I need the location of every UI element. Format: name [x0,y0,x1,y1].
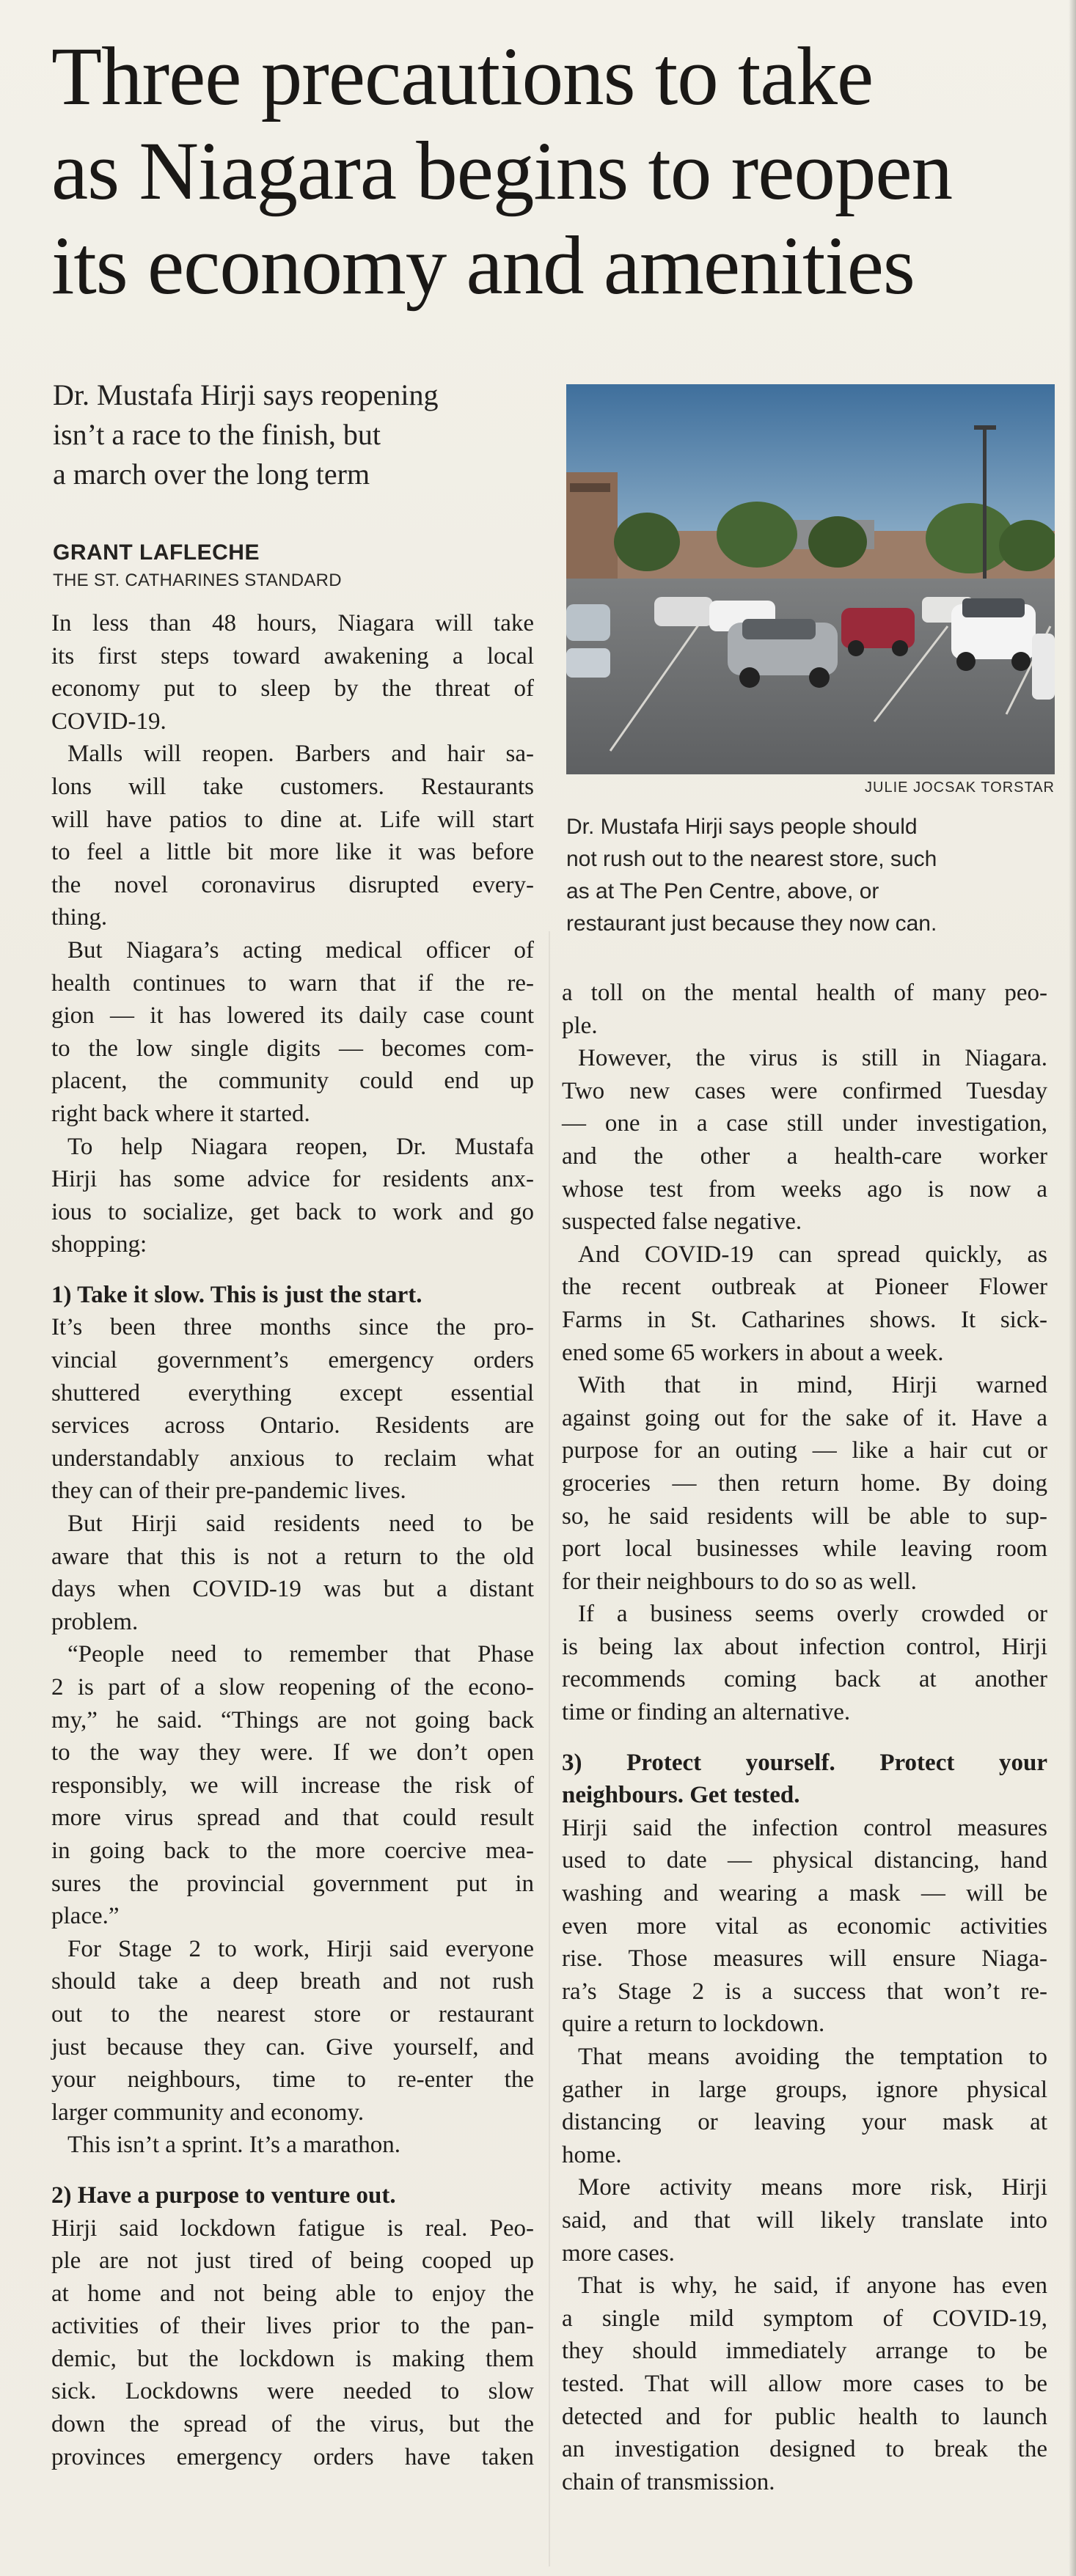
byline-author: GRANT LAFLECHE [53,540,260,565]
body-line: Hirji said lockdown fatigue is real. Peo- [51,2214,534,2242]
body-line: To help Niagara reopen, Dr. Mustafa [67,1133,534,1160]
body-line: If a business seems overly crowded or [578,1601,1047,1628]
body-line: That means avoiding the temptation to [578,2044,1047,2070]
body-line: down the spread of the virus, but the [51,2411,534,2438]
body-line: economy put to sleep by the threat of [51,675,534,702]
precaution-3-heading-cont: neighbours. Get tested. [562,1782,800,1809]
body-column-2 [562,977,1047,2498]
body-line: place.” [51,1903,120,1930]
caption-line: Dr. Mustafa Hirji says people should [566,815,918,839]
body-line: and the other a health-care worker [562,1142,1047,1170]
caption-line: as at The Pen Centre, above, or [566,879,879,903]
body-line: services across Ontario. Residents are [51,1412,534,1439]
body-line: It’s been three months since the pro- [51,1314,534,1341]
body-line: time or finding an alternative. [562,1699,851,1726]
body-line: In less than 48 hours, Niagara will take [51,610,534,636]
body-line: More activity means more risk, Hirji [578,2174,1047,2201]
body-line: groceries — then return home. By doing [562,1469,1047,1497]
body-line: “People need to remember that Phase [67,1641,534,1668]
photo-illustration [566,384,1055,774]
body-line: detected and for public health to launch [562,2403,1047,2430]
body-line: an investigation designed to break the [562,2436,1047,2463]
section-gap [51,1261,534,1279]
body-line: chain of transmission. [562,2468,775,2495]
body-line: should take a deep breath and not rush [51,1968,534,1995]
body-line: ened some 65 workers in about a week. [562,1339,944,1366]
body-line: activities of their lives prior to the pan- [51,2313,534,2340]
caption-line: not rush out to the nearest store, such [566,847,937,871]
body-line: recommends coming back at another [562,1666,1047,1693]
body-line: my,” he said. “Things are not going back [51,1706,534,1733]
body-line: responsibly, we will increase the risk of [51,1772,534,1799]
body-line: right back where it started. [51,1100,310,1127]
body-line: port local businesses while leaving room [562,1535,1047,1563]
body-line: quire a return to lockdown. [562,2011,825,2038]
body-line: For Stage 2 to work, Hirji said everyone [67,1935,534,1962]
body-line: they should immediately arrange to be [562,2338,1047,2365]
body-line: health continues to warn that if the re- [51,969,534,997]
body-line: days when COVID-19 was but a distant [51,1576,534,1603]
section-gap [562,1729,1047,1747]
body-line: gion — it has lowered its daily case count [51,1002,534,1030]
body-line: at home and not being able to enjoy the [51,2280,534,2307]
body-column-1 [51,607,534,2473]
photo-credit: JULIE JOCSAK TORSTAR [865,779,1055,796]
body-line: suspected false negative. [562,1208,802,1236]
body-line: used to date — physical distancing, hand [562,1847,1047,1874]
headline-line: its economy and amenities [51,220,915,312]
body-line: distancing or leaving your mask at [562,2109,1047,2136]
page-edge-shadow [1069,0,1076,2576]
precaution-1-heading: 1) Take it slow. This is just the start. [51,1281,422,1308]
precaution-2-heading: 2) Have a purpose to venture out. [51,2181,396,2209]
body-line: gather in large groups, ignore physical [562,2076,1047,2103]
body-line: 2 is part of a slow reopening of the econo- [51,1674,534,1700]
body-line: placent, the community could end up [51,1068,534,1095]
subheadline [53,375,552,494]
body-line: Hirji said the infection control measures [562,1814,1047,1841]
headline-line: Three precautions to take [51,31,874,122]
headline-line: as Niagara begins to reopen [51,125,953,217]
body-line: to the low single digits — becomes com- [51,1035,534,1062]
body-line: out to the nearest store or restaurant [51,2000,534,2028]
body-line: a single mild symptom of COVID-19, [562,2305,1047,2332]
body-line: demic, but the lockdown is making them [51,2345,534,2372]
deck-line: isn’t a race to the finish, but [53,418,381,451]
body-line: shopping: [51,1231,147,1258]
body-line: problem. [51,1608,139,1635]
body-line: provinces emergency orders have taken [51,2443,534,2470]
precaution-3-heading: 3) Protect yourself. Protect your [562,1749,1047,1776]
body-line: Malls will reopen. Barbers and hair sa- [67,741,534,768]
body-line: Farms in St. Catharines shows. It sick- [562,1306,1047,1333]
body-line: — one in a case still under investigation, [562,1110,1047,1137]
body-line: However, the virus is still in Niagara. [578,1045,1047,1072]
body-line: lons will take customers. Restaurants [51,773,534,800]
body-line: ple. [562,1012,598,1039]
body-line: ra’s Stage 2 is a success that won’t re- [562,1978,1047,2005]
body-line: tested. That will allow more cases to be [562,2370,1047,2397]
body-line: home. [562,2141,622,2168]
photo-caption [566,811,1055,940]
column-gutter [549,931,550,2566]
body-line: ious to socialize, get back to work and go [51,1198,534,1225]
body-line: in going back to the more coercive mea- [51,1837,534,1864]
body-line: a toll on the mental health of many peo- [562,980,1047,1006]
body-line: larger community and economy. [51,2099,365,2126]
body-line: shuttered everything except essential [51,1379,534,1406]
body-line: COVID-19. [51,708,166,735]
body-line: to the way they were. If we don’t open [51,1739,534,1766]
body-line: washing and wearing a mask — will be [562,1880,1047,1907]
body-line: Two new cases were confirmed Tuesday [562,1077,1047,1104]
body-line: more cases. [562,2239,675,2267]
body-line: sick. Lockdowns were needed to slow [51,2378,534,2405]
body-line: they can of their pre-pandemic lives. [51,1478,406,1505]
body-line: And COVID-19 can spread quickly, as [578,1241,1047,1268]
body-line: Hirji has some advice for residents anx- [51,1166,534,1193]
body-line: ple are not just tired of being cooped up [51,2247,534,2275]
body-line: to feel a little bit more like it was before [51,839,534,866]
body-line: for their neighbours to do so as well. [562,1568,917,1595]
body-line: But Hirji said residents need to be [67,1511,534,1538]
body-line: understandably anxious to reclaim what [51,1445,534,1472]
body-line: said, and that will likely translate into [562,2206,1047,2234]
caption-line: restaurant just because they now can. [566,911,937,936]
deck-line: a march over the long term [53,458,370,491]
body-line: With that in mind, Hirji warned [578,1372,1047,1399]
body-line: vincial government’s emergency orders [51,1347,534,1374]
body-line: sures the provincial government put in [51,1870,534,1897]
body-line: against going out for the sake of it. Have a [562,1404,1047,1431]
body-line: more virus spread and that could result [51,1805,534,1832]
body-line: thing. [51,904,108,931]
body-line: whose test from weeks ago is now a [562,1175,1047,1203]
body-line: aware that this is not a return to the old [51,1543,534,1570]
body-line: This isn’t a sprint. It’s a marathon. [67,2132,400,2159]
body-line: its first steps toward awakening a local [51,642,534,669]
body-line: is being lax about infection control, Hirji [562,1633,1047,1660]
body-line: That is why, he said, if anyone has even [578,2272,1047,2300]
byline-publication: THE ST. CATHARINES STANDARD [53,570,342,590]
body-line: will have patios to dine at. Life will start [51,806,534,833]
deck-line: Dr. Mustafa Hirji says reopening [53,378,439,411]
body-line: But Niagara’s acting medical officer of [67,936,534,964]
headline [51,29,1049,313]
parking-lot-photo [566,384,1055,774]
body-line: purpose for an outing — like a hair cut or [562,1437,1047,1464]
body-line: so, he said residents will be able to sup- [562,1502,1047,1530]
body-line: even more vital as economic activities [562,1912,1047,1940]
body-line: your neighbours, time to re-enter the [51,2066,534,2094]
body-line: the recent outbreak at Pioneer Flower [562,1274,1047,1301]
body-line: the novel coronavirus disrupted every- [51,871,534,898]
body-line: just because they can. Give yourself, and [51,2033,534,2061]
body-line: rise. Those measures will ensure Niaga- [562,1945,1047,1973]
section-gap [51,2162,534,2179]
